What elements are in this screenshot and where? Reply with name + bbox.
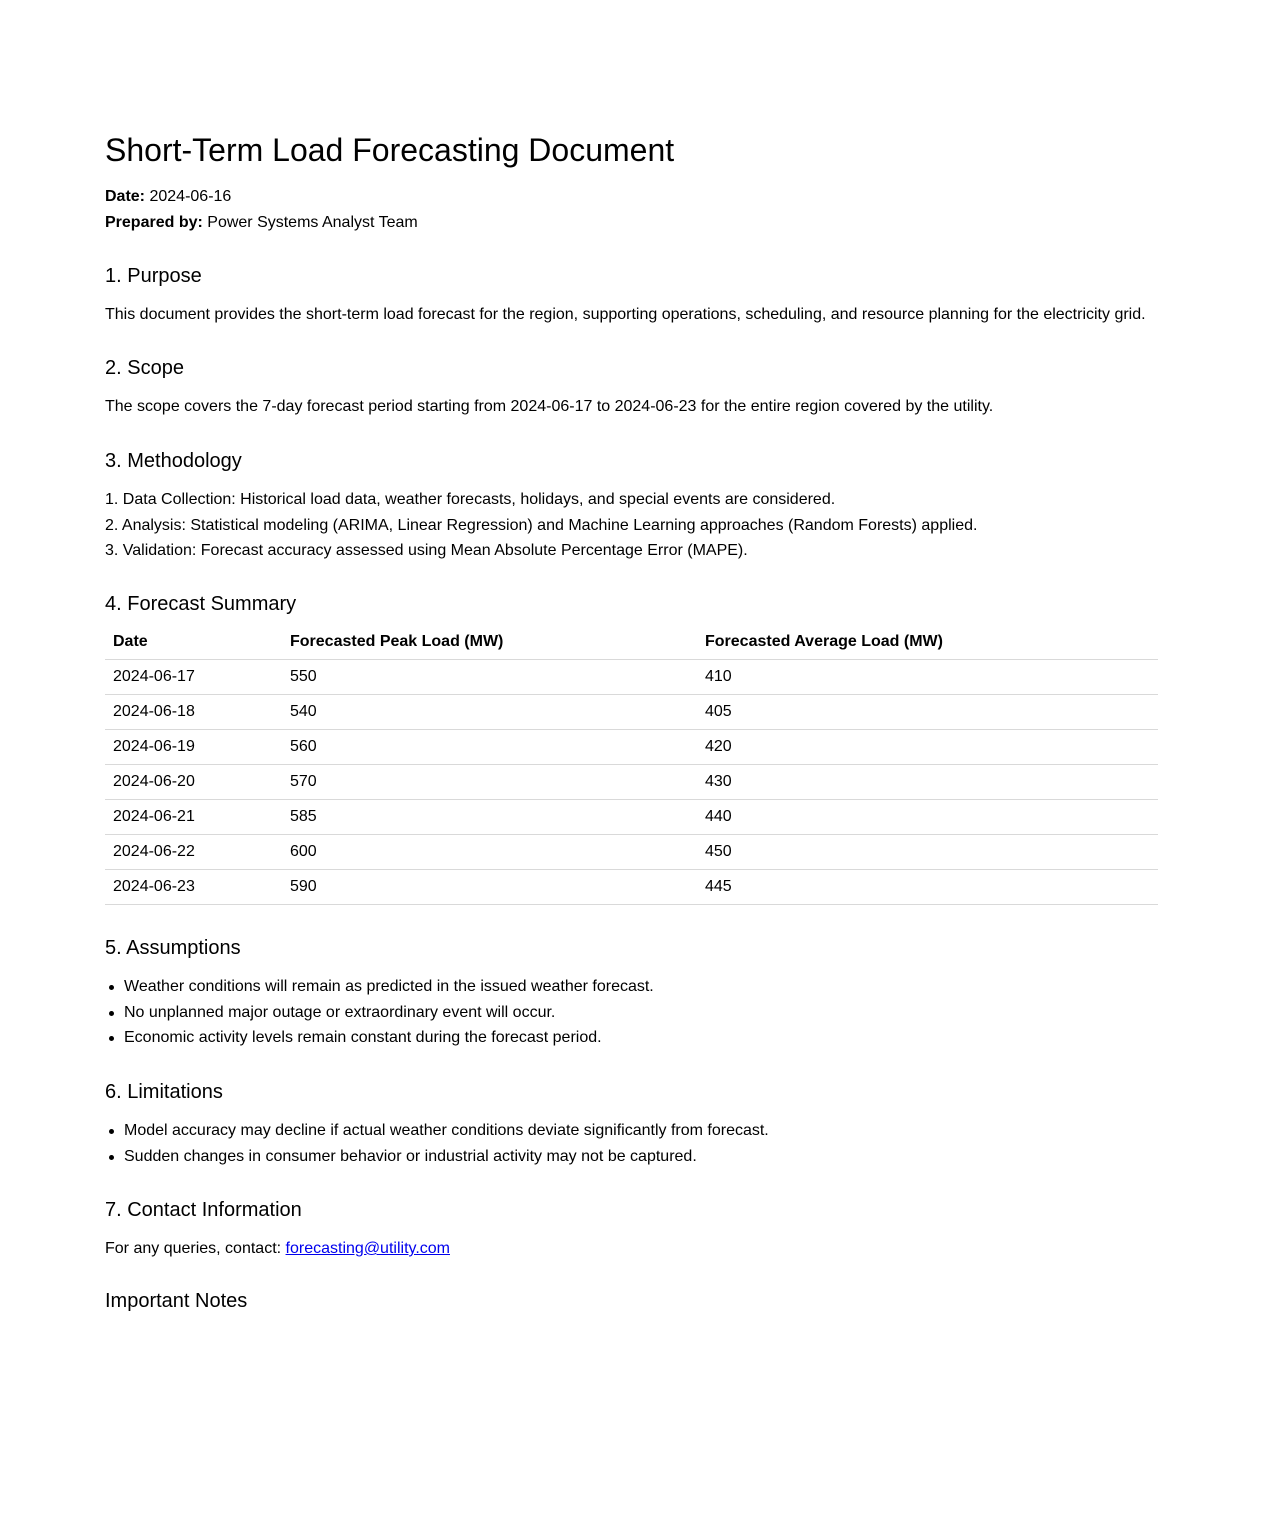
list-item [124, 1003, 654, 1029]
column-header-peak-load: Forecasted Peak Load (MW) [282, 624, 697, 660]
cell-peak-load: 570 [282, 765, 697, 800]
cell-peak-load: 550 [282, 660, 697, 695]
cell-average-load: 405 [697, 695, 1158, 730]
table-row [105, 800, 1158, 835]
methodology-step: 1. Data Collection: Historical load data, weather forecasts, holidays, and special events are considered. [105, 491, 836, 508]
page-title: Short-Term Load Forecasting Document [105, 132, 675, 168]
methodology-list [105, 490, 977, 567]
assumptions-heading: 5. Assumptions [105, 937, 241, 959]
date-value: 2024-06-16 [149, 188, 232, 205]
table-row [105, 835, 1158, 870]
cell-average-load: 445 [697, 870, 1158, 905]
methodology-heading: 3. Methodology [105, 450, 242, 472]
cell-date: 2024-06-18 [105, 695, 282, 730]
table-row [105, 870, 1158, 905]
table-row [105, 660, 1158, 695]
bullet-icon [109, 1155, 114, 1160]
methodology-step: 2. Analysis: Statistical modeling (ARIMA, Linear Regression) and Machine Learning approaches (Random Forests) applied. [105, 516, 978, 534]
scope-text: The scope covers the 7-day forecast period starting from 2024-06-17 to 2024-06-23 for the entire region covered by the utility. [105, 398, 994, 415]
bullet-icon [109, 1011, 114, 1016]
cell-peak-load: 590 [282, 870, 697, 905]
table-row [105, 765, 1158, 800]
limitations-heading: 6. Limitations [105, 1081, 223, 1103]
prepared-by-value: Power Systems Analyst Team [207, 214, 418, 231]
cell-average-load: 430 [697, 765, 1158, 800]
cell-average-load: 410 [697, 660, 1158, 695]
list-item-text: Sudden changes in consumer behavior or industrial activity may not be captured. [124, 1147, 697, 1165]
list-item [124, 1028, 654, 1054]
bullet-icon [109, 1036, 114, 1041]
list-item [124, 1121, 769, 1147]
purpose-text: This document provides the short-term load forecast for the region, supporting operations, scheduling, and resource planning for the electricity grid. [105, 306, 1146, 323]
cell-average-load: 420 [697, 730, 1158, 765]
limitations-list [124, 1121, 769, 1172]
assumptions-list [124, 977, 654, 1054]
date-label: Date: [105, 188, 146, 205]
list-item [124, 1147, 769, 1173]
cell-peak-load: 560 [282, 730, 697, 765]
bullet-icon [109, 985, 114, 990]
column-header-date: Date [105, 624, 282, 660]
methodology-step: 3. Validation: Forecast accuracy assessed using Mean Absolute Percentage Error (MAPE). [105, 542, 748, 559]
list-item-text: Model accuracy may decline if actual weather conditions deviate significantly from forecast. [124, 1122, 769, 1139]
list-item-text: No unplanned major outage or extraordinary event will occur. [124, 1003, 556, 1021]
cell-peak-load: 540 [282, 695, 697, 730]
scope-heading: 2. Scope [105, 357, 184, 379]
date-line [105, 187, 231, 207]
table-row [105, 695, 1158, 730]
list-item-text: Economic activity levels remain constant during the forecast period. [124, 1029, 602, 1046]
forecast-heading: 4. Forecast Summary [105, 593, 297, 615]
cell-peak-load: 600 [282, 835, 697, 870]
contact-text [105, 1239, 450, 1259]
contact-prefix: For any queries, contact: [105, 1240, 282, 1257]
prepared-by-line [105, 213, 418, 233]
contact-email-link[interactable]: forecasting@utility.com [285, 1240, 450, 1257]
cell-date: 2024-06-21 [105, 800, 282, 835]
cell-average-load: 450 [697, 835, 1158, 870]
contact-heading: 7. Contact Information [105, 1199, 302, 1221]
important-notes-heading: Important Notes [105, 1290, 248, 1312]
list-item [124, 977, 654, 1003]
cell-date: 2024-06-22 [105, 835, 282, 870]
cell-average-load: 440 [697, 800, 1158, 835]
cell-date: 2024-06-20 [105, 765, 282, 800]
prepared-by-label: Prepared by: [105, 214, 203, 231]
cell-peak-load: 585 [282, 800, 697, 835]
cell-date: 2024-06-17 [105, 660, 282, 695]
column-header-average-load: Forecasted Average Load (MW) [697, 624, 1158, 660]
table-row [105, 730, 1158, 765]
cell-date: 2024-06-19 [105, 730, 282, 765]
bullet-icon [109, 1129, 114, 1134]
purpose-heading: 1. Purpose [105, 265, 202, 287]
forecast-table [105, 624, 1158, 905]
list-item-text: Weather conditions will remain as predicted in the issued weather forecast. [124, 978, 654, 995]
table-header-row [105, 624, 1158, 660]
document-page [105, 0, 1158, 1312]
cell-date: 2024-06-23 [105, 870, 282, 905]
